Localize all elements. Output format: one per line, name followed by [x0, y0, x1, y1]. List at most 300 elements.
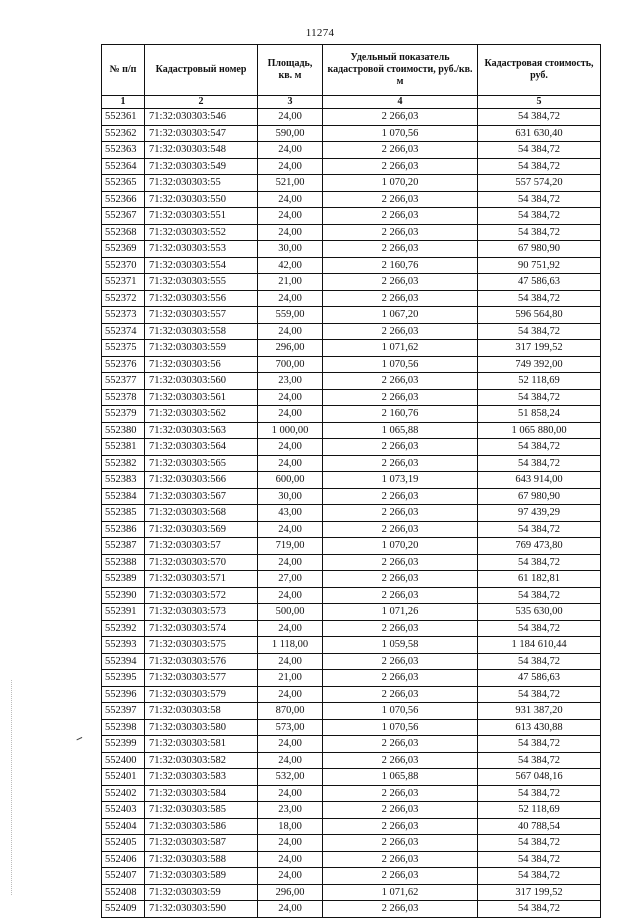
table-row — [102, 158, 601, 175]
row-number-cell: 552381 — [102, 439, 145, 456]
unit-value-cell: 2 160,76 — [323, 257, 478, 274]
cadastral-value-cell: 40 788,54 — [478, 818, 601, 835]
cadastral-number-cell: 71:32:030303:562 — [145, 406, 258, 423]
page-number: 11274 — [305, 27, 335, 39]
cadastral-number-cell: 71:32:030303:555 — [145, 274, 258, 291]
table-row — [102, 257, 601, 274]
unit-value-cell: 2 266,03 — [323, 274, 478, 291]
table-row — [102, 851, 601, 868]
cadastral-number-cell: 71:32:030303:563 — [145, 422, 258, 439]
row-number-cell: 552405 — [102, 835, 145, 852]
cadastral-value-cell: 54 384,72 — [478, 785, 601, 802]
row-number-cell: 552375 — [102, 340, 145, 357]
cadastral-value-cell: 54 384,72 — [478, 686, 601, 703]
area-cell: 24,00 — [258, 901, 323, 918]
cadastral-number-cell: 71:32:030303:565 — [145, 455, 258, 472]
table-row — [102, 505, 601, 522]
row-number-cell: 552377 — [102, 373, 145, 390]
unit-value-cell: 2 266,03 — [323, 142, 478, 159]
unit-value-cell: 1 070,20 — [323, 538, 478, 555]
row-number-cell: 552392 — [102, 620, 145, 637]
cadastral-value-cell: 67 980,90 — [478, 488, 601, 505]
cadastral-value-cell: 1 065 880,00 — [478, 422, 601, 439]
area-cell: 1 000,00 — [258, 422, 323, 439]
unit-value-cell: 2 266,03 — [323, 752, 478, 769]
unit-value-cell: 2 266,03 — [323, 851, 478, 868]
cadastral-value-cell: 54 384,72 — [478, 208, 601, 225]
cadastral-value-cell: 97 439,29 — [478, 505, 601, 522]
area-cell: 521,00 — [258, 175, 323, 192]
table-row — [102, 818, 601, 835]
table-row — [102, 488, 601, 505]
unit-value-cell: 2 266,03 — [323, 818, 478, 835]
cadastral-number-cell: 71:32:030303:574 — [145, 620, 258, 637]
cadastral-value-cell: 47 586,63 — [478, 274, 601, 291]
unit-value-cell: 2 266,03 — [323, 587, 478, 604]
table-row — [102, 538, 601, 555]
unit-value-cell: 2 266,03 — [323, 736, 478, 753]
row-number-cell: 552404 — [102, 818, 145, 835]
cadastral-value-cell: 643 914,00 — [478, 472, 601, 489]
pen-tick-mark — [76, 737, 83, 743]
cadastral-number-cell: 71:32:030303:546 — [145, 109, 258, 126]
area-cell: 24,00 — [258, 109, 323, 126]
row-number-cell: 552379 — [102, 406, 145, 423]
table-row — [102, 290, 601, 307]
unit-value-cell: 2 266,03 — [323, 620, 478, 637]
area-cell: 24,00 — [258, 406, 323, 423]
row-number-cell: 552361 — [102, 109, 145, 126]
area-cell: 24,00 — [258, 653, 323, 670]
cadastral-number-cell: 71:32:030303:572 — [145, 587, 258, 604]
area-cell: 24,00 — [258, 455, 323, 472]
cadastral-value-cell: 317 199,52 — [478, 884, 601, 901]
cadastral-number-cell: 71:32:030303:548 — [145, 142, 258, 159]
cadastral-value-cell: 54 384,72 — [478, 752, 601, 769]
cadastral-value-cell: 567 048,16 — [478, 769, 601, 786]
row-number-cell: 552367 — [102, 208, 145, 225]
table-row — [102, 835, 601, 852]
cadastral-value-cell: 769 473,80 — [478, 538, 601, 555]
area-cell: 700,00 — [258, 356, 323, 373]
cadastral-number-cell: 71:32:030303:584 — [145, 785, 258, 802]
cadastral-value-cell: 54 384,72 — [478, 323, 601, 340]
cadastral-number-cell: 71:32:030303:564 — [145, 439, 258, 456]
row-number-cell: 552376 — [102, 356, 145, 373]
cadastral-number-cell: 71:32:030303:566 — [145, 472, 258, 489]
row-number-cell: 552362 — [102, 125, 145, 142]
cadastral-value-cell: 51 858,24 — [478, 406, 601, 423]
cadastral-number-cell: 71:32:030303:576 — [145, 653, 258, 670]
area-cell: 573,00 — [258, 719, 323, 736]
cadastral-value-cell: 931 387,20 — [478, 703, 601, 720]
row-number-cell: 552389 — [102, 571, 145, 588]
cadastral-value-cell: 535 630,00 — [478, 604, 601, 621]
cadastral-value-cell: 90 751,92 — [478, 257, 601, 274]
unit-value-cell: 2 266,03 — [323, 670, 478, 687]
unit-value-cell: 2 266,03 — [323, 158, 478, 175]
cadastral-number-cell: 71:32:030303:580 — [145, 719, 258, 736]
margin-mark — [11, 680, 13, 895]
unit-value-cell: 2 266,03 — [323, 785, 478, 802]
cadastral-number-cell: 71:32:030303:575 — [145, 637, 258, 654]
unit-value-cell: 2 266,03 — [323, 653, 478, 670]
cadastral-number-cell: 71:32:030303:573 — [145, 604, 258, 621]
cadastral-value-cell: 54 384,72 — [478, 901, 601, 918]
row-number-cell: 552363 — [102, 142, 145, 159]
table-row — [102, 142, 601, 159]
row-number-cell: 552387 — [102, 538, 145, 555]
table-row — [102, 125, 601, 142]
cadastral-value-cell: 631 630,40 — [478, 125, 601, 142]
row-number-cell: 552401 — [102, 769, 145, 786]
row-number-cell: 552369 — [102, 241, 145, 258]
row-number-cell: 552396 — [102, 686, 145, 703]
cadastral-number-cell: 71:32:030303:553 — [145, 241, 258, 258]
area-cell: 24,00 — [258, 587, 323, 604]
cadastral-value-cell: 1 184 610,44 — [478, 637, 601, 654]
cadastral-value-cell: 54 384,72 — [478, 389, 601, 406]
cadastral-number-cell: 71:32:030303:556 — [145, 290, 258, 307]
cadastral-value-cell: 54 384,72 — [478, 736, 601, 753]
row-number-cell: 552395 — [102, 670, 145, 687]
row-number-cell: 552393 — [102, 637, 145, 654]
unit-value-cell: 2 266,03 — [323, 802, 478, 819]
table-row — [102, 719, 601, 736]
area-cell: 296,00 — [258, 340, 323, 357]
table-row — [102, 472, 601, 489]
cadastral-value-cell: 54 384,72 — [478, 142, 601, 159]
table-row — [102, 587, 601, 604]
row-number-cell: 552407 — [102, 868, 145, 885]
area-cell: 24,00 — [258, 191, 323, 208]
cadastral-value-cell: 54 384,72 — [478, 554, 601, 571]
area-cell: 1 118,00 — [258, 637, 323, 654]
area-cell: 30,00 — [258, 241, 323, 258]
cadastral-value-cell: 52 118,69 — [478, 373, 601, 390]
area-cell: 532,00 — [258, 769, 323, 786]
table-header-row — [102, 45, 601, 96]
unit-value-cell: 2 266,03 — [323, 521, 478, 538]
area-cell: 24,00 — [258, 389, 323, 406]
row-number-cell: 552406 — [102, 851, 145, 868]
column-index: 5 — [478, 96, 601, 109]
area-cell: 24,00 — [258, 521, 323, 538]
table-row — [102, 521, 601, 538]
cadastral-value-cell: 47 586,63 — [478, 670, 601, 687]
row-number-cell: 552372 — [102, 290, 145, 307]
header-cadastral-number: Кадастровый номер — [145, 45, 258, 96]
area-cell: 24,00 — [258, 736, 323, 753]
row-number-cell: 552378 — [102, 389, 145, 406]
column-index: 3 — [258, 96, 323, 109]
unit-value-cell: 2 266,03 — [323, 373, 478, 390]
unit-value-cell: 1 065,88 — [323, 769, 478, 786]
row-number-cell: 552399 — [102, 736, 145, 753]
unit-value-cell: 2 266,03 — [323, 439, 478, 456]
table-row — [102, 175, 601, 192]
unit-value-cell: 2 266,03 — [323, 191, 478, 208]
table-row — [102, 736, 601, 753]
area-cell: 559,00 — [258, 307, 323, 324]
table-row — [102, 109, 601, 126]
cadastral-value-cell: 54 384,72 — [478, 439, 601, 456]
area-cell: 24,00 — [258, 158, 323, 175]
area-cell: 24,00 — [258, 851, 323, 868]
unit-value-cell: 1 071,62 — [323, 884, 478, 901]
cadastral-value-cell: 52 118,69 — [478, 802, 601, 819]
cadastral-value-cell: 54 384,72 — [478, 191, 601, 208]
table-row — [102, 208, 601, 225]
table-row — [102, 884, 601, 901]
row-number-cell: 552390 — [102, 587, 145, 604]
area-cell: 23,00 — [258, 802, 323, 819]
table-row — [102, 455, 601, 472]
cadastral-value-cell: 317 199,52 — [478, 340, 601, 357]
table-row — [102, 637, 601, 654]
cadastral-number-cell: 71:32:030303:561 — [145, 389, 258, 406]
area-cell: 24,00 — [258, 323, 323, 340]
unit-value-cell: 1 070,20 — [323, 175, 478, 192]
row-number-cell: 552409 — [102, 901, 145, 918]
cadastral-number-cell: 71:32:030303:56 — [145, 356, 258, 373]
row-number-cell: 552384 — [102, 488, 145, 505]
row-number-cell: 552365 — [102, 175, 145, 192]
cadastral-value-cell: 54 384,72 — [478, 290, 601, 307]
area-cell: 42,00 — [258, 257, 323, 274]
cadastral-value-cell: 54 384,72 — [478, 521, 601, 538]
area-cell: 296,00 — [258, 884, 323, 901]
row-number-cell: 552391 — [102, 604, 145, 621]
unit-value-cell: 2 266,03 — [323, 835, 478, 852]
unit-value-cell: 1 067,20 — [323, 307, 478, 324]
unit-value-cell: 2 266,03 — [323, 389, 478, 406]
row-number-cell: 552385 — [102, 505, 145, 522]
table-row — [102, 307, 601, 324]
table-row — [102, 703, 601, 720]
area-cell: 18,00 — [258, 818, 323, 835]
area-cell: 24,00 — [258, 835, 323, 852]
cadastral-number-cell: 71:32:030303:571 — [145, 571, 258, 588]
area-cell: 24,00 — [258, 208, 323, 225]
cadastral-value-cell: 54 384,72 — [478, 835, 601, 852]
area-cell: 870,00 — [258, 703, 323, 720]
cadastral-number-cell: 71:32:030303:586 — [145, 818, 258, 835]
unit-value-cell: 1 073,19 — [323, 472, 478, 489]
cadastral-value-cell: 54 384,72 — [478, 109, 601, 126]
row-number-cell: 552402 — [102, 785, 145, 802]
unit-value-cell: 2 266,03 — [323, 224, 478, 241]
cadastral-number-cell: 71:32:030303:552 — [145, 224, 258, 241]
cadastral-number-cell: 71:32:030303:559 — [145, 340, 258, 357]
cadastral-number-cell: 71:32:030303:547 — [145, 125, 258, 142]
cadastral-value-cell: 54 384,72 — [478, 653, 601, 670]
cadastral-number-cell: 71:32:030303:582 — [145, 752, 258, 769]
row-number-cell: 552397 — [102, 703, 145, 720]
row-number-cell: 552383 — [102, 472, 145, 489]
cadastral-value-cell: 613 430,88 — [478, 719, 601, 736]
row-number-cell: 552388 — [102, 554, 145, 571]
area-cell: 590,00 — [258, 125, 323, 142]
unit-value-cell: 1 071,26 — [323, 604, 478, 621]
row-number-cell: 552382 — [102, 455, 145, 472]
row-number-cell: 552368 — [102, 224, 145, 241]
cadastral-number-cell: 71:32:030303:551 — [145, 208, 258, 225]
unit-value-cell: 1 071,62 — [323, 340, 478, 357]
unit-value-cell: 2 266,03 — [323, 290, 478, 307]
header-row-number: № п/п — [102, 45, 145, 96]
cadastral-value-table — [101, 44, 601, 918]
row-number-cell: 552408 — [102, 884, 145, 901]
unit-value-cell: 2 266,03 — [323, 109, 478, 126]
cadastral-number-cell: 71:32:030303:554 — [145, 257, 258, 274]
cadastral-number-cell: 71:32:030303:560 — [145, 373, 258, 390]
cadastral-number-cell: 71:32:030303:577 — [145, 670, 258, 687]
area-cell: 24,00 — [258, 785, 323, 802]
table-row — [102, 670, 601, 687]
column-index-row — [102, 96, 601, 109]
area-cell: 24,00 — [258, 868, 323, 885]
area-cell: 24,00 — [258, 439, 323, 456]
cadastral-number-cell: 71:32:030303:567 — [145, 488, 258, 505]
cadastral-number-cell: 71:32:030303:587 — [145, 835, 258, 852]
cadastral-number-cell: 71:32:030303:583 — [145, 769, 258, 786]
table-row — [102, 241, 601, 258]
unit-value-cell: 2 266,03 — [323, 488, 478, 505]
cadastral-number-cell: 71:32:030303:581 — [145, 736, 258, 753]
cadastral-value-cell: 54 384,72 — [478, 455, 601, 472]
cadastral-value-cell: 54 384,72 — [478, 868, 601, 885]
table-row — [102, 191, 601, 208]
unit-value-cell: 2 160,76 — [323, 406, 478, 423]
cadastral-value-cell: 54 384,72 — [478, 851, 601, 868]
area-cell: 27,00 — [258, 571, 323, 588]
unit-value-cell: 1 070,56 — [323, 356, 478, 373]
area-cell: 500,00 — [258, 604, 323, 621]
table-row — [102, 373, 601, 390]
cadastral-value-cell: 54 384,72 — [478, 620, 601, 637]
cadastral-value-cell: 54 384,72 — [478, 224, 601, 241]
unit-value-cell: 2 266,03 — [323, 554, 478, 571]
cadastral-number-cell: 71:32:030303:585 — [145, 802, 258, 819]
unit-value-cell: 1 070,56 — [323, 719, 478, 736]
table-row — [102, 752, 601, 769]
table-row — [102, 389, 601, 406]
table-row — [102, 620, 601, 637]
cadastral-number-cell: 71:32:030303:558 — [145, 323, 258, 340]
header-unit-value: Удельный показатель кадастровой стоимости, руб./кв. м — [323, 45, 478, 96]
column-index: 1 — [102, 96, 145, 109]
table-row — [102, 323, 601, 340]
table-row — [102, 340, 601, 357]
cadastral-number-cell: 71:32:030303:557 — [145, 307, 258, 324]
row-number-cell: 552370 — [102, 257, 145, 274]
table-row — [102, 406, 601, 423]
area-cell: 43,00 — [258, 505, 323, 522]
unit-value-cell: 1 070,56 — [323, 703, 478, 720]
cadastral-number-cell: 71:32:030303:590 — [145, 901, 258, 918]
cadastral-number-cell: 71:32:030303:569 — [145, 521, 258, 538]
unit-value-cell: 2 266,03 — [323, 686, 478, 703]
cadastral-number-cell: 71:32:030303:579 — [145, 686, 258, 703]
unit-value-cell: 2 266,03 — [323, 323, 478, 340]
table-row — [102, 224, 601, 241]
row-number-cell: 552373 — [102, 307, 145, 324]
area-cell: 24,00 — [258, 620, 323, 637]
cadastral-value-cell: 557 574,20 — [478, 175, 601, 192]
table-body — [102, 109, 601, 918]
cadastral-number-cell: 71:32:030303:550 — [145, 191, 258, 208]
cadastral-number-cell: 71:32:030303:57 — [145, 538, 258, 555]
area-cell: 24,00 — [258, 686, 323, 703]
table-row — [102, 274, 601, 291]
table-row — [102, 769, 601, 786]
cadastral-number-cell: 71:32:030303:568 — [145, 505, 258, 522]
cadastral-value-cell: 67 980,90 — [478, 241, 601, 258]
table-row — [102, 356, 601, 373]
unit-value-cell: 1 065,88 — [323, 422, 478, 439]
row-number-cell: 552403 — [102, 802, 145, 819]
unit-value-cell: 2 266,03 — [323, 901, 478, 918]
cadastral-number-cell: 71:32:030303:59 — [145, 884, 258, 901]
row-number-cell: 552386 — [102, 521, 145, 538]
table-row — [102, 653, 601, 670]
area-cell: 21,00 — [258, 670, 323, 687]
area-cell: 24,00 — [258, 224, 323, 241]
area-cell: 24,00 — [258, 554, 323, 571]
row-number-cell: 552400 — [102, 752, 145, 769]
unit-value-cell: 2 266,03 — [323, 455, 478, 472]
cadastral-number-cell: 71:32:030303:570 — [145, 554, 258, 571]
cadastral-number-cell: 71:32:030303:55 — [145, 175, 258, 192]
row-number-cell: 552371 — [102, 274, 145, 291]
row-number-cell: 552394 — [102, 653, 145, 670]
row-number-cell: 552374 — [102, 323, 145, 340]
header-area: Площадь, кв. м — [258, 45, 323, 96]
table-row — [102, 604, 601, 621]
table-row — [102, 554, 601, 571]
area-cell: 600,00 — [258, 472, 323, 489]
cadastral-number-cell: 71:32:030303:588 — [145, 851, 258, 868]
header-cadastral-value: Кадастровая стоимость, руб. — [478, 45, 601, 96]
column-index: 4 — [323, 96, 478, 109]
table-row — [102, 571, 601, 588]
row-number-cell: 552380 — [102, 422, 145, 439]
unit-value-cell: 1 070,56 — [323, 125, 478, 142]
unit-value-cell: 1 059,58 — [323, 637, 478, 654]
cadastral-value-cell: 61 182,81 — [478, 571, 601, 588]
unit-value-cell: 2 266,03 — [323, 241, 478, 258]
cadastral-number-cell: 71:32:030303:549 — [145, 158, 258, 175]
cadastral-number-cell: 71:32:030303:589 — [145, 868, 258, 885]
unit-value-cell: 2 266,03 — [323, 571, 478, 588]
area-cell: 21,00 — [258, 274, 323, 291]
area-cell: 24,00 — [258, 290, 323, 307]
table-row — [102, 785, 601, 802]
area-cell: 24,00 — [258, 142, 323, 159]
unit-value-cell: 2 266,03 — [323, 208, 478, 225]
table-row — [102, 868, 601, 885]
row-number-cell: 552398 — [102, 719, 145, 736]
table-row — [102, 422, 601, 439]
cadastral-value-cell: 749 392,00 — [478, 356, 601, 373]
table-row — [102, 439, 601, 456]
cadastral-number-cell: 71:32:030303:58 — [145, 703, 258, 720]
area-cell: 30,00 — [258, 488, 323, 505]
row-number-cell: 552364 — [102, 158, 145, 175]
table-row — [102, 686, 601, 703]
cadastral-value-cell: 54 384,72 — [478, 587, 601, 604]
